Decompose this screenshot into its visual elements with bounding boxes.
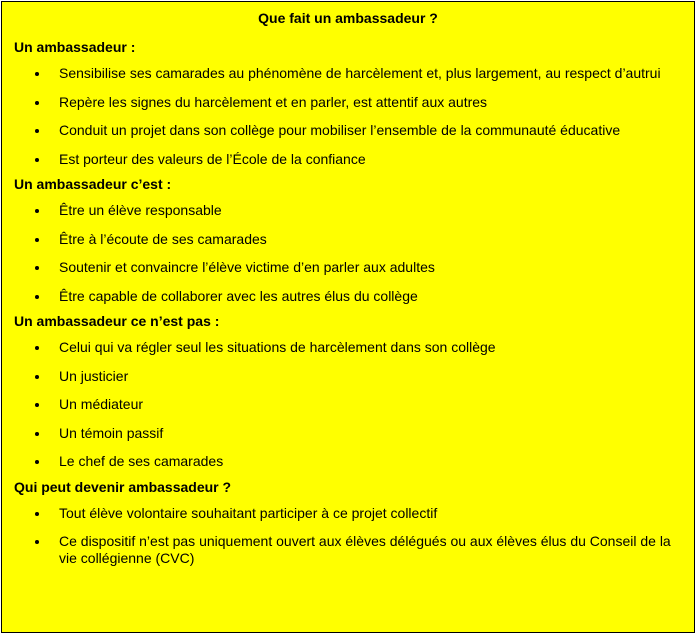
list-item <box>14 151 682 168</box>
list-item-text: Tout élève volontaire souhaitant participer à ce projet collectif <box>59 504 438 521</box>
section-heading-who: Qui peut devenir ambassadeur ? <box>14 478 232 495</box>
list-item-text: Sensibilise ses camarades au phénomène de harcèlement et, plus largement, au respect d’autrui <box>59 65 661 81</box>
bullet-icon <box>35 209 39 213</box>
list-item <box>14 453 682 470</box>
list-item-text: Soutenir et convaincre l’élève victime d’en parler aux adultes <box>59 259 435 275</box>
list-item <box>14 339 682 356</box>
bullet-icon <box>35 540 39 544</box>
bullet-icon <box>35 512 39 516</box>
list-item <box>14 65 682 82</box>
list-item <box>14 368 682 385</box>
list-item <box>14 425 682 442</box>
section-heading-role: Un ambassadeur : <box>14 39 136 55</box>
bullet-icon <box>35 72 39 76</box>
section-who <box>14 479 682 567</box>
list-item <box>14 288 682 305</box>
section-heading-is-not: Un ambassadeur ce n’est pas : <box>14 313 220 329</box>
bullet-icon <box>35 346 39 350</box>
section-role <box>14 39 682 167</box>
list-who <box>14 505 682 567</box>
list-item <box>14 259 682 276</box>
bullet-icon <box>35 432 39 436</box>
bullet-icon <box>35 403 39 407</box>
list-item-text: Est porteur des valeurs de l’École de la confiance <box>59 150 366 167</box>
list-item-text: Repère les signes du harcèlement et en parler, est attentif aux autres <box>59 93 488 110</box>
section-heading-is: Un ambassadeur c’est : <box>14 176 172 192</box>
bullet-icon <box>35 101 39 105</box>
list-item <box>14 231 682 248</box>
list-item-text: Le chef de ses camarades <box>59 453 224 469</box>
list-item <box>14 396 682 413</box>
list-is <box>14 202 682 304</box>
list-is-not <box>14 339 682 470</box>
bullet-icon <box>35 375 39 379</box>
list-role <box>14 65 682 167</box>
list-item <box>14 122 682 139</box>
list-item-text: Un justicier <box>59 367 129 384</box>
list-item-text: Être un élève responsable <box>59 202 222 218</box>
bullet-icon <box>35 460 39 464</box>
list-item-text: Ce dispositif n’est pas uniquement ouvert aux élèves délégués ou aux élèves élus du Conseil de la vie collégienne (CVC) <box>59 533 671 566</box>
section-is <box>14 176 682 304</box>
section-is-not <box>14 313 682 470</box>
bullet-icon <box>35 295 39 299</box>
bullet-icon <box>35 158 39 162</box>
list-item-text: Celui qui va régler seul les situations de harcèlement dans son collège <box>59 339 496 355</box>
list-item-text: Être capable de collaborer avec les autres élus du collège <box>59 287 418 304</box>
list-item <box>14 202 682 219</box>
box-title: Que fait un ambassadeur ? <box>258 10 438 26</box>
info-box <box>1 1 695 633</box>
list-item-text: Conduit un projet dans son collège pour mobiliser l’ensemble de la communauté éducative <box>59 122 621 138</box>
list-item-text: Être à l’écoute de ses camarades <box>59 230 267 247</box>
bullet-icon <box>35 266 39 270</box>
list-item <box>14 533 682 566</box>
list-item <box>14 94 682 111</box>
list-item-text: Un médiateur <box>59 396 144 412</box>
bullet-icon <box>35 238 39 242</box>
list-item-text: Un témoin passif <box>59 424 164 441</box>
list-item <box>14 505 682 522</box>
bullet-icon <box>35 129 39 133</box>
